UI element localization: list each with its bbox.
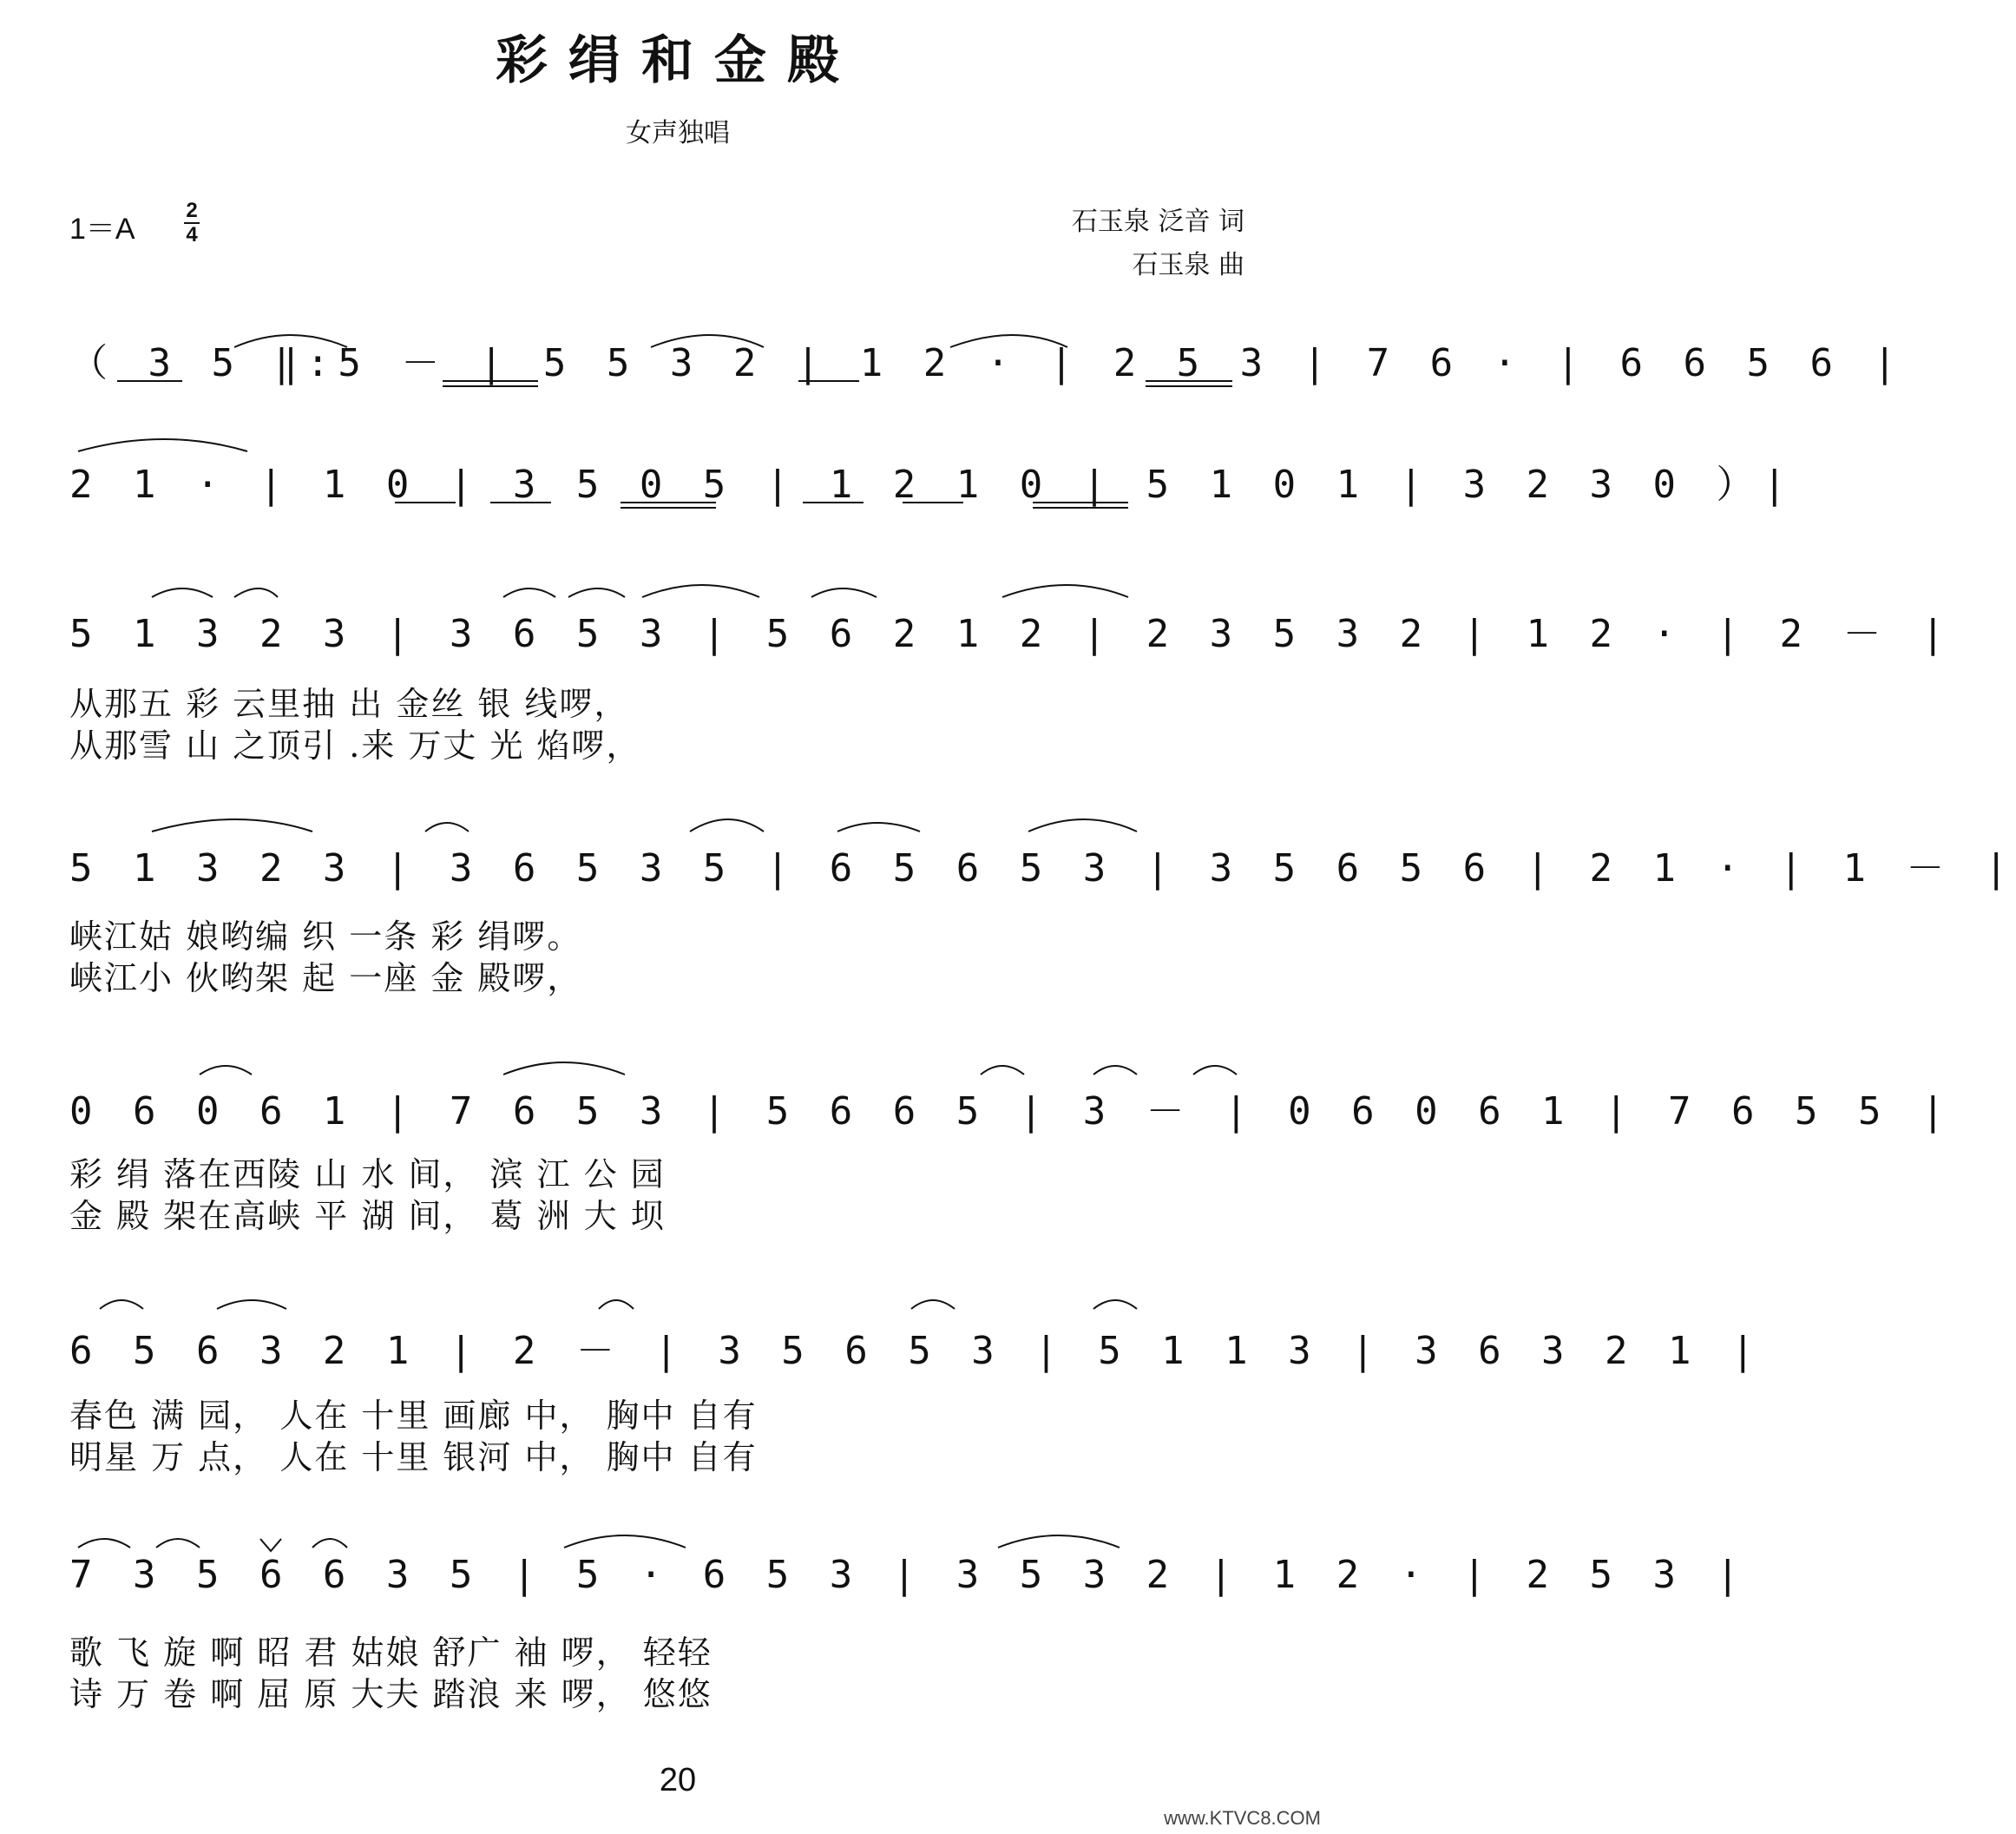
- score-line-5: [0, 1050, 1954, 1241]
- page-number: 20: [659, 1762, 697, 1798]
- notes-line-5: 0 6 0 6 1 | 7 6 5 3 | 5 6 6 5 | 3 － | 0 6 0 6 1 | 7 6 5 5 |: [69, 1089, 1954, 1134]
- lyric-line-5-verse-2: 金 殿 架在高峡 平 湖 间， 葛 洲 大 坝: [69, 1197, 666, 1235]
- score-line-7: [0, 1523, 1748, 1714]
- notes-line-1: （ 3 5 ‖:5 － | 5 5 3 2 | 1 2 · | 2 5 3 | 7 6 · | 6 6 5 6 |: [69, 341, 1905, 385]
- lyric-line-3-verse-2: 从那雪 山 之顶引 .来 万丈 光 焰啰，: [69, 726, 641, 765]
- song-title: 彩绢和金殿: [496, 30, 860, 91]
- score-line-3: [0, 573, 1954, 765]
- score-line-6: [0, 1285, 1763, 1476]
- lyric-line-6-verse-2: 明星 万 点， 人在 十里 银河 中， 胸中 自有: [69, 1438, 758, 1476]
- notes-line-6: 6 5 6 3 2 1 | 2 － | 3 5 6 5 3 | 5 1 1 3 | 3 6 3 2 1 |: [69, 1329, 1763, 1373]
- lyric-line-7-verse-2: 诗 万 卷 啊 屈 原 大夫 踏浪 来 啰， 悠悠: [69, 1675, 712, 1713]
- lyric-line-5-verse-1: 彩 绢 落在西陵 山 水 间， 滨 江 公 园: [69, 1155, 666, 1193]
- lyric-line-3-verse-1: 从那五 彩 云里抽 出 金丝 银 线啰，: [69, 685, 629, 723]
- score-line-2: [0, 427, 1795, 540]
- notes-line-7: 7 3 5 6 6 3 5 | 5 · 6 5 3 | 3 5 3 2 | 1 2 · | 2 5 3 |: [69, 1553, 1748, 1597]
- lyric-line-6-verse-1: 春色 满 园， 人在 十里 画廊 中， 胸中 自有: [69, 1397, 758, 1435]
- notes-line-3: 5 1 3 2 3 | 3 6 5 3 | 5 6 2 1 2 | 2 3 5 3 2 | 1 2 · | 2 － |: [69, 612, 1954, 656]
- time-signature: [184, 201, 200, 245]
- performance-note: 女声独唱: [626, 118, 730, 148]
- meter-bottom: 4: [186, 223, 198, 247]
- score-line-1: [0, 323, 1905, 436]
- site-watermark: www.KTVC8.COM: [1164, 1807, 1321, 1829]
- lyric-line-4-verse-1: 峡江姑 娘哟编 织 一条 彩 绢啰。: [69, 917, 582, 956]
- lyric-line-7-verse-1: 歌 飞 旋 啊 昭 君 姑娘 舒广 袖 啰， 轻轻: [69, 1634, 712, 1672]
- meter-top: 2: [186, 199, 198, 222]
- composer-credit: 石玉泉 曲: [1132, 250, 1244, 280]
- notes-line-4: 5 1 3 2 3 | 3 6 5 3 5 | 6 5 6 5 3 | 3 5 6 5 6 | 2 1 · | 1 － |: [69, 846, 2016, 891]
- score-line-4: [0, 807, 2016, 998]
- key-signature: 1＝A: [69, 213, 135, 246]
- lyric-line-4-verse-2: 峡江小 伙哟架 起 一座 金 殿啰，: [69, 959, 582, 997]
- notes-line-2: 2 1 · | 1 0 | 3 5 0 5 | 1 2 1 0 | 5 1 0 1 | 3 2 3 0 ）|: [69, 463, 1795, 507]
- lyricist-credit: 石玉泉 泛音 词: [1071, 207, 1244, 237]
